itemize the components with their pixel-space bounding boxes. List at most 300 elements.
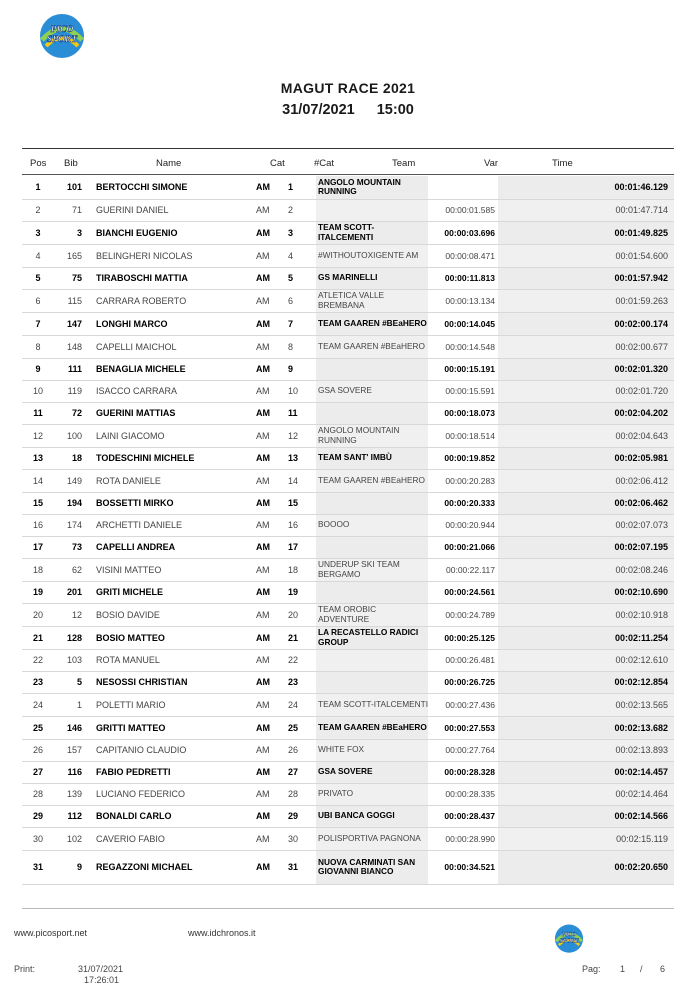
cell-ncat: 7	[288, 312, 316, 335]
cell-cat: AM	[248, 335, 288, 358]
cell-name: CAVERIO FABIO	[86, 827, 248, 850]
cell-var: 00:00:28.437	[428, 805, 498, 827]
cell-team: TEAM GAAREN #BEaHERO	[316, 469, 428, 492]
cell-time: 00:02:05.981	[498, 447, 674, 469]
table-row	[22, 558, 674, 581]
table-row	[22, 581, 674, 603]
cell-cat: AM	[248, 267, 288, 289]
cell-var: 00:00:18.073	[428, 402, 498, 424]
cell-name: BONALDI CARLO	[86, 805, 248, 827]
cell-team: UBI BANCA GOGGI	[316, 805, 428, 827]
cell-cat: AM	[248, 424, 288, 447]
cell-var: 00:00:14.045	[428, 312, 498, 335]
cell-bib: 3	[54, 221, 86, 244]
col-var: Var	[484, 158, 499, 169]
cell-team: ANGOLO MOUNTAIN RUNNING	[316, 176, 428, 199]
cell-time: 00:01:59.263	[498, 289, 674, 312]
col-time: Time	[552, 158, 573, 169]
cell-team: UNDERUP SKI TEAM BERGAMO	[316, 558, 428, 581]
cell-cat: AM	[248, 199, 288, 221]
cell-pos: 8	[22, 335, 54, 358]
race-date: 31/07/2021	[282, 102, 355, 118]
table-row	[22, 536, 674, 558]
cell-var: 00:00:19.852	[428, 447, 498, 469]
cell-pos: 2	[22, 199, 54, 221]
cell-pos: 22	[22, 649, 54, 671]
cell-cat: AM	[248, 402, 288, 424]
cell-time: 00:01:54.600	[498, 244, 674, 267]
cell-ncat: 29	[288, 805, 316, 827]
cell-cat: AM	[248, 671, 288, 693]
cell-time: 00:02:10.690	[498, 581, 674, 603]
cell-time: 00:02:14.464	[498, 783, 674, 805]
table-row	[22, 603, 674, 626]
col-bib: Bib	[64, 158, 78, 169]
cell-ncat: 12	[288, 424, 316, 447]
page-total: 6	[660, 964, 666, 974]
cell-cat: AM	[248, 603, 288, 626]
cell-ncat: 13	[288, 447, 316, 469]
cell-pos: 1	[22, 176, 54, 199]
cell-ncat: 20	[288, 603, 316, 626]
logo-line2: SPORT	[46, 35, 78, 45]
cell-ncat: 3	[288, 221, 316, 244]
cell-bib: 75	[54, 267, 86, 289]
cell-team: BOOOO	[316, 514, 428, 536]
cell-name: BIANCHI EUGENIO	[86, 221, 248, 244]
cell-cat: AM	[248, 536, 288, 558]
cell-bib: 5	[54, 671, 86, 693]
table-row	[22, 312, 674, 335]
cell-var: 00:00:20.283	[428, 469, 498, 492]
cell-bib: 101	[54, 176, 86, 199]
col-name: Name	[156, 158, 182, 169]
cell-team: ANGOLO MOUNTAIN RUNNING	[316, 424, 428, 447]
cell-var: 00:00:25.125	[428, 626, 498, 649]
cell-name: BOSIO MATTEO	[86, 626, 248, 649]
cell-ncat: 8	[288, 335, 316, 358]
table-row	[22, 289, 674, 312]
cell-time: 00:02:00.677	[498, 335, 674, 358]
logo-small-line2: SPORT	[559, 938, 579, 945]
cell-var: 00:00:20.333	[428, 492, 498, 514]
cell-team: WHITE FOX	[316, 739, 428, 761]
table-row	[22, 827, 674, 850]
cell-ncat: 10	[288, 380, 316, 402]
footer-rule	[22, 908, 674, 909]
cell-time: 00:02:15.119	[498, 827, 674, 850]
cell-team	[316, 536, 428, 558]
cell-pos: 12	[22, 424, 54, 447]
cell-time: 00:02:01.320	[498, 358, 674, 380]
cell-name: GRITTI MATTEO	[86, 716, 248, 739]
table-row	[22, 358, 674, 380]
col-pos: Pos	[30, 158, 47, 169]
cell-bib: 165	[54, 244, 86, 267]
cell-var: 00:00:24.561	[428, 581, 498, 603]
cell-team: NUOVA CARMINATI SAN GIOVANNI BIANCO	[316, 850, 428, 884]
cell-var: 00:00:01.585	[428, 199, 498, 221]
cell-team	[316, 402, 428, 424]
cell-team: POLISPORTIVA PAGNONA	[316, 827, 428, 850]
table-row	[22, 335, 674, 358]
cell-time: 00:02:04.643	[498, 424, 674, 447]
cell-bib: 128	[54, 626, 86, 649]
cell-team: LA RECASTELLO RADICI GROUP	[316, 626, 428, 649]
page-current: 1	[620, 964, 626, 974]
cell-bib: 62	[54, 558, 86, 581]
cell-name: LONGHI MARCO	[86, 312, 248, 335]
table-row	[22, 221, 674, 244]
cell-cat: AM	[248, 514, 288, 536]
cell-team: TEAM OROBIC ADVENTURE	[316, 603, 428, 626]
cell-bib: 148	[54, 335, 86, 358]
cell-pos: 23	[22, 671, 54, 693]
cell-pos: 24	[22, 693, 54, 716]
table-row	[22, 199, 674, 221]
cell-bib: 12	[54, 603, 86, 626]
cell-cat: AM	[248, 558, 288, 581]
cell-bib: 102	[54, 827, 86, 850]
cell-cat: AM	[248, 693, 288, 716]
cell-bib: 194	[54, 492, 86, 514]
cell-var: 00:00:28.328	[428, 761, 498, 783]
table-row	[22, 783, 674, 805]
cell-bib: 112	[54, 805, 86, 827]
cell-ncat: 18	[288, 558, 316, 581]
cell-name: ARCHETTI DANIELE	[86, 514, 248, 536]
cell-var: 00:00:03.696	[428, 221, 498, 244]
cell-ncat: 26	[288, 739, 316, 761]
cell-bib: 119	[54, 380, 86, 402]
cell-time: 00:02:14.457	[498, 761, 674, 783]
cell-name: CAPELLI ANDREA	[86, 536, 248, 558]
cell-time: 00:02:12.610	[498, 649, 674, 671]
cell-pos: 27	[22, 761, 54, 783]
cell-ncat: 5	[288, 267, 316, 289]
cell-time: 00:02:10.918	[498, 603, 674, 626]
cell-ncat: 24	[288, 693, 316, 716]
cell-name: ROTA MANUEL	[86, 649, 248, 671]
print-date: 31/07/2021	[78, 964, 124, 974]
table-row	[22, 380, 674, 402]
cell-ncat: 27	[288, 761, 316, 783]
cell-pos: 11	[22, 402, 54, 424]
cell-cat: AM	[248, 469, 288, 492]
cell-team: GSA SOVERE	[316, 380, 428, 402]
cell-cat: AM	[248, 716, 288, 739]
cell-pos: 21	[22, 626, 54, 649]
table-row	[22, 671, 674, 693]
cell-time: 00:02:13.565	[498, 693, 674, 716]
cell-ncat: 9	[288, 358, 316, 380]
cell-bib: 72	[54, 402, 86, 424]
cell-ncat: 15	[288, 492, 316, 514]
cell-name: LAINI GIACOMO	[86, 424, 248, 447]
cell-team: TEAM SCOTT-ITALCEMENTI	[316, 221, 428, 244]
cell-name: GUERINI MATTIAS	[86, 402, 248, 424]
race-title: MAGUT RACE 2021	[280, 80, 416, 96]
cell-team	[316, 671, 428, 693]
cell-var: 00:00:22.117	[428, 558, 498, 581]
cell-team: PRIVATO	[316, 783, 428, 805]
cell-name: VISINI MATTEO	[86, 558, 248, 581]
cell-var: 00:00:27.436	[428, 693, 498, 716]
cell-time: 00:02:13.893	[498, 739, 674, 761]
col-cat: Cat	[270, 158, 285, 169]
cell-pos: 3	[22, 221, 54, 244]
cell-cat: AM	[248, 761, 288, 783]
print-time: 17:26:01	[84, 975, 120, 984]
cell-ncat: 16	[288, 514, 316, 536]
cell-bib: 149	[54, 469, 86, 492]
site-link-idchronos[interactable]: www.idchronos.it	[188, 928, 256, 938]
cell-time: 00:01:46.129	[498, 176, 674, 199]
table-row	[22, 267, 674, 289]
table-row	[22, 626, 674, 649]
cell-pos: 20	[22, 603, 54, 626]
logo-line1: PICO	[50, 25, 74, 35]
cell-pos: 4	[22, 244, 54, 267]
cell-cat: AM	[248, 827, 288, 850]
cell-ncat: 1	[288, 176, 316, 199]
cell-var: 00:00:20.944	[428, 514, 498, 536]
cell-time: 00:02:20.650	[498, 850, 674, 884]
cell-pos: 9	[22, 358, 54, 380]
cell-pos: 29	[22, 805, 54, 827]
cell-team: GSA SOVERE	[316, 761, 428, 783]
cell-bib: 100	[54, 424, 86, 447]
cell-bib: 71	[54, 199, 86, 221]
race-datetime	[0, 102, 696, 118]
cell-var: 00:00:26.481	[428, 649, 498, 671]
cell-time: 00:02:06.412	[498, 469, 674, 492]
table-row	[22, 469, 674, 492]
cell-pos: 30	[22, 827, 54, 850]
cell-var: 00:00:14.548	[428, 335, 498, 358]
page-label: Pag:	[582, 964, 601, 974]
cell-var: 00:00:08.471	[428, 244, 498, 267]
cell-name: TODESCHINI MICHELE	[86, 447, 248, 469]
cell-pos: 15	[22, 492, 54, 514]
cell-ncat: 14	[288, 469, 316, 492]
logo-small-line1: PICO	[561, 932, 577, 939]
cell-ncat: 6	[288, 289, 316, 312]
table-row	[22, 739, 674, 761]
cell-cat: AM	[248, 626, 288, 649]
cell-time: 00:02:11.254	[498, 626, 674, 649]
cell-name: REGAZZONI MICHAEL	[86, 850, 248, 884]
cell-pos: 26	[22, 739, 54, 761]
print-label: Print:	[14, 964, 36, 974]
table-row	[22, 492, 674, 514]
cell-time: 00:02:08.246	[498, 558, 674, 581]
cell-var: 00:00:27.764	[428, 739, 498, 761]
cell-bib: 111	[54, 358, 86, 380]
cell-team	[316, 199, 428, 221]
cell-team: GS MARINELLI	[316, 267, 428, 289]
cell-ncat: 31	[288, 850, 316, 884]
cell-ncat: 22	[288, 649, 316, 671]
cell-team	[316, 649, 428, 671]
cell-name: POLETTI MARIO	[86, 693, 248, 716]
cell-ncat: 30	[288, 827, 316, 850]
cell-pos: 6	[22, 289, 54, 312]
cell-name: CAPELLI MAICHOL	[86, 335, 248, 358]
cell-time: 00:02:07.195	[498, 536, 674, 558]
cell-var: 00:00:28.335	[428, 783, 498, 805]
cell-time: 00:02:04.202	[498, 402, 674, 424]
col-team: Team	[392, 158, 416, 169]
cell-pos: 18	[22, 558, 54, 581]
header-bottom-rule	[22, 174, 674, 175]
cell-cat: AM	[248, 289, 288, 312]
table-row	[22, 176, 674, 199]
cell-bib: 9	[54, 850, 86, 884]
cell-bib: 73	[54, 536, 86, 558]
cell-team: ATLETICA VALLE BREMBANA	[316, 289, 428, 312]
cell-cat: AM	[248, 312, 288, 335]
cell-bib: 115	[54, 289, 86, 312]
cell-name: NESOSSI CHRISTIAN	[86, 671, 248, 693]
cell-ncat: 19	[288, 581, 316, 603]
cell-pos: 5	[22, 267, 54, 289]
cell-time: 00:01:57.942	[498, 267, 674, 289]
table-row	[22, 693, 674, 716]
table-row	[22, 424, 674, 447]
cell-name: ISACCO CARRARA	[86, 380, 248, 402]
cell-team: TEAM SCOTT-ITALCEMENTI	[316, 693, 428, 716]
cell-name: CARRARA ROBERTO	[86, 289, 248, 312]
cell-var: 00:00:18.514	[428, 424, 498, 447]
cell-bib: 146	[54, 716, 86, 739]
cell-cat: AM	[248, 244, 288, 267]
cell-pos: 25	[22, 716, 54, 739]
table-row	[22, 244, 674, 267]
table-row	[22, 447, 674, 469]
cell-pos: 13	[22, 447, 54, 469]
cell-bib: 103	[54, 649, 86, 671]
cell-bib: 147	[54, 312, 86, 335]
cell-team: TEAM GAAREN #BEaHERO	[316, 716, 428, 739]
cell-var: 00:00:11.813	[428, 267, 498, 289]
cell-var: 00:00:15.591	[428, 380, 498, 402]
cell-var: 00:00:15.191	[428, 358, 498, 380]
cell-var: 00:00:27.553	[428, 716, 498, 739]
cell-team: TEAM GAAREN #BEaHERO	[316, 335, 428, 358]
cell-cat: AM	[248, 447, 288, 469]
table-row	[22, 850, 674, 884]
cell-cat: AM	[248, 581, 288, 603]
cell-bib: 1	[54, 693, 86, 716]
cell-ncat: 25	[288, 716, 316, 739]
pico-sport-logo-small	[552, 922, 586, 954]
cell-var: 00:00:24.789	[428, 603, 498, 626]
cell-cat: AM	[248, 221, 288, 244]
cell-name: LUCIANO FEDERICO	[86, 783, 248, 805]
cell-name: BERTOCCHI SIMONE	[86, 176, 248, 199]
cell-ncat: 2	[288, 199, 316, 221]
table-row	[22, 649, 674, 671]
race-time: 15:00	[376, 102, 414, 118]
cell-name: GUERINI DANIEL	[86, 199, 248, 221]
cell-time: 00:02:01.720	[498, 380, 674, 402]
cell-var: 00:00:13.134	[428, 289, 498, 312]
cell-cat: AM	[248, 805, 288, 827]
cell-pos: 31	[22, 850, 54, 884]
cell-cat: AM	[248, 783, 288, 805]
cell-time: 00:02:07.073	[498, 514, 674, 536]
cell-name: CAPITANIO CLAUDIO	[86, 739, 248, 761]
cell-pos: 7	[22, 312, 54, 335]
cell-time: 00:01:49.825	[498, 221, 674, 244]
cell-name: BENAGLIA MICHELE	[86, 358, 248, 380]
cell-team	[316, 358, 428, 380]
cell-bib: 201	[54, 581, 86, 603]
cell-team	[316, 492, 428, 514]
table-row	[22, 402, 674, 424]
table-row	[22, 716, 674, 739]
cell-pos: 19	[22, 581, 54, 603]
table-row	[22, 805, 674, 827]
cell-bib: 139	[54, 783, 86, 805]
cell-time: 00:01:47.714	[498, 199, 674, 221]
cell-time: 00:02:13.682	[498, 716, 674, 739]
cell-var: 00:00:26.725	[428, 671, 498, 693]
cell-bib: 157	[54, 739, 86, 761]
cell-time: 00:02:14.566	[498, 805, 674, 827]
site-link-picosport[interactable]: www.picosport.net	[14, 928, 88, 938]
cell-ncat: 23	[288, 671, 316, 693]
cell-var: 00:00:21.066	[428, 536, 498, 558]
table-header	[22, 158, 674, 174]
cell-time: 00:02:12.854	[498, 671, 674, 693]
cell-ncat: 11	[288, 402, 316, 424]
cell-cat: AM	[248, 358, 288, 380]
cell-pos: 17	[22, 536, 54, 558]
pico-sport-logo	[36, 10, 88, 60]
cell-time: 00:02:00.174	[498, 312, 674, 335]
cell-name: GRITI MICHELE	[86, 581, 248, 603]
cell-name: BOSSETTI MIRKO	[86, 492, 248, 514]
cell-name: FABIO PEDRETTI	[86, 761, 248, 783]
page-separator: /	[640, 964, 643, 974]
header-top-rule	[22, 148, 674, 149]
cell-pos: 28	[22, 783, 54, 805]
cell-var: 00:00:28.990	[428, 827, 498, 850]
cell-cat: AM	[248, 739, 288, 761]
cell-team: TEAM GAAREN #BEaHERO	[316, 312, 428, 335]
table-row	[22, 514, 674, 536]
cell-var	[428, 176, 498, 199]
cell-pos: 14	[22, 469, 54, 492]
cell-time: 00:02:06.462	[498, 492, 674, 514]
cell-cat: AM	[248, 380, 288, 402]
cell-cat: AM	[248, 492, 288, 514]
cell-cat: AM	[248, 850, 288, 884]
cell-team	[316, 581, 428, 603]
cell-name: ROTA DANIELE	[86, 469, 248, 492]
cell-pos: 16	[22, 514, 54, 536]
cell-bib: 116	[54, 761, 86, 783]
results-table	[22, 176, 674, 885]
cell-pos: 10	[22, 380, 54, 402]
cell-name: TIRABOSCHI MATTIA	[86, 267, 248, 289]
cell-ncat: 17	[288, 536, 316, 558]
col-ncat: #Cat	[314, 158, 335, 169]
cell-name: BELINGHERI NICOLAS	[86, 244, 248, 267]
table-row	[22, 761, 674, 783]
